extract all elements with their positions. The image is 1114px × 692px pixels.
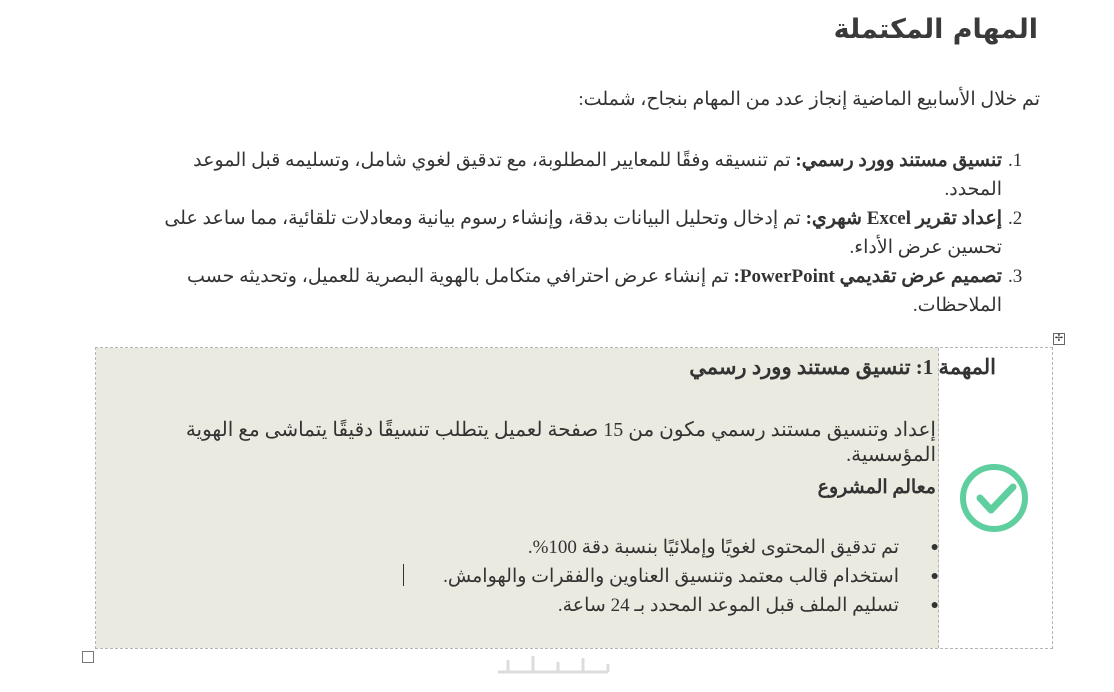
list-item [199,533,939,562]
task-card-title: المهمة 1: تنسيق مستند وورد رسمي [689,355,996,379]
text-cursor [403,564,404,586]
task-text: تم إدخال وتحليل البيانات بدقة، وإنشاء رسوم بيانية ومعادلات تلقائية، مما ساعد على تحسين عرض الأداء. [164,208,1002,258]
check-circle-icon [939,348,1052,648]
bullet-icon: ● [930,598,939,613]
milestones-heading: معالم المشروع [817,477,936,498]
intro-paragraph: تم خلال الأسابيع الماضية إنجاز عدد من المهام بنجاح، شملت: [578,89,1040,110]
list-item [199,591,939,620]
milestone-text: تم تدقيق المحتوى لغويًا وإملائيًا بنسبة دقة 100%. [527,537,899,558]
task-icon-cell[interactable] [939,348,1052,648]
list-item [199,562,939,591]
list-item [142,262,1023,320]
bullet-icon: ● [930,569,939,584]
table-resize-handle-icon[interactable] [82,651,94,663]
list-number: .2 [1008,208,1023,229]
task-card-description: إعداد وتنسيق مستند رسمي مكون من 15 صفحة لعميل يتطلب تنسيقًا دقيقًا يتماشى مع الهوية المؤسسية. [185,419,936,466]
task-text: تم إنشاء عرض احترافي متكامل بالهوية البصرية للعميل، وتحديثه حسب الملاحظات. [186,266,1002,316]
task-text: تم تنسيقه وفقًا للمعايير المطلوبة، مع تدقيق لغوي شامل، وتسليمه قبل الموعد المحدد. [193,150,1002,200]
completed-tasks-list [142,146,1023,320]
list-number: .3 [1008,266,1023,287]
task-bold-label: إعداد تقرير Excel شهري: [805,208,1002,229]
list-item [142,146,1023,204]
task-bold-label: تصميم عرض تقديمي PowerPoint: [733,266,1002,287]
list-item [142,204,1023,262]
task-bold-label: تنسيق مستند وورد رسمي: [795,150,1002,171]
page-title: المهام المكتملة [833,14,1038,45]
milestone-text: تسليم الملف قبل الموعد المحدد بـ 24 ساعة. [557,595,899,616]
logo-watermark-icon [488,644,628,684]
milestones-list [199,533,939,620]
milestone-text: استخدام قالب معتمد وتنسيق العناوين والفقرات والهوامش. [443,566,899,587]
list-number: .1 [1008,150,1023,171]
table-move-handle-icon[interactable]: ✢ [1054,333,1064,344]
bullet-icon: ● [930,540,939,555]
